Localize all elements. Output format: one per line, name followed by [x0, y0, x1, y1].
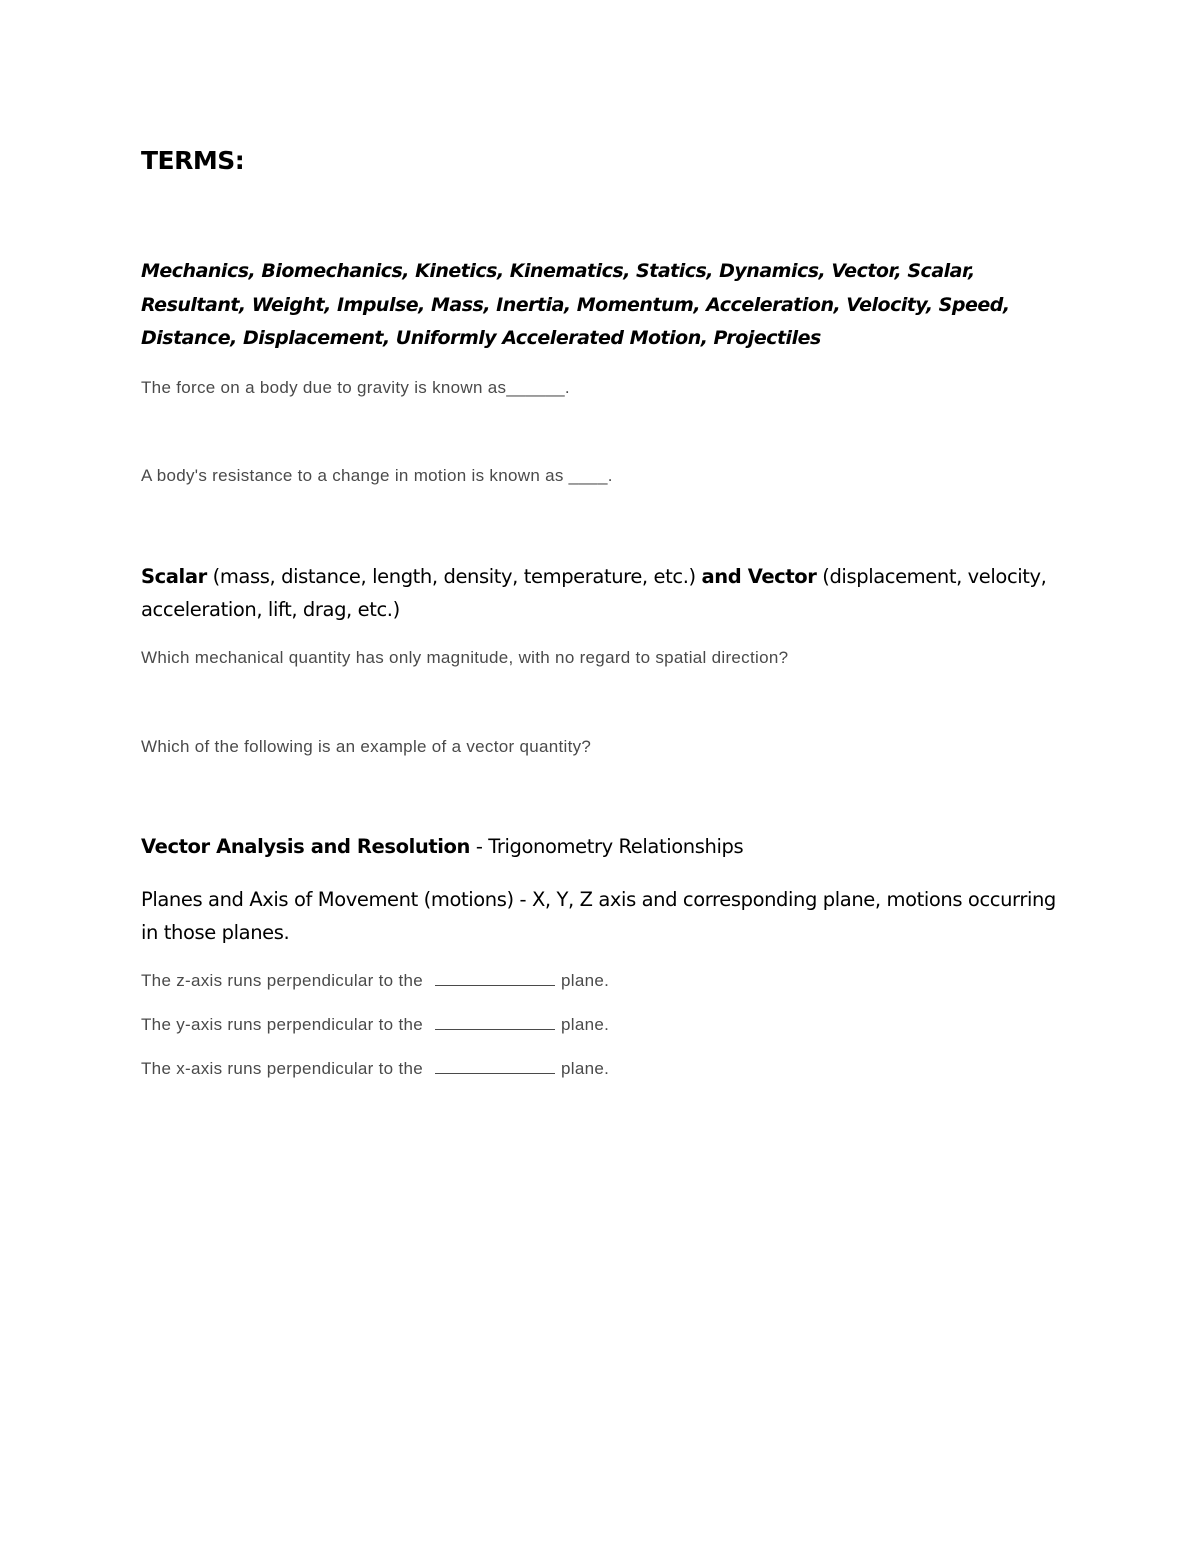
- question-y-prefix: The y-axis runs perpendicular to the: [141, 1015, 423, 1034]
- question-x-suffix: plane.: [561, 1059, 610, 1078]
- question-vector: Which of the following is an example of a vector quantity?: [141, 737, 592, 756]
- answer-blank: [435, 1072, 555, 1074]
- terms-list: Mechanics, Biomechanics, Kinetics, Kinematics, Statics, Dynamics, Vector, Scalar, Resultant, Weight, Impulse, Mass, Inertia, Momentum, Acceleration, Velocity, Speed, Distance, Displacement, Uniformly Accelerated Motion, Projectiles: [141, 260, 1010, 349]
- question-scalar: Which mechanical quantity has only magnitude, with no regard to spatial direction?: [141, 648, 789, 667]
- answer-blank: [435, 1028, 555, 1030]
- vector-examples: (displacement, velocity, acceleration, lift, drag, etc.): [141, 565, 1047, 621]
- question-y-suffix: plane.: [561, 1015, 610, 1034]
- question-z-prefix: The z-axis runs perpendicular to the: [141, 971, 423, 990]
- question-inertia: A body's resistance to a change in motion is known as ____.: [141, 466, 613, 485]
- vector-label: and Vector: [701, 565, 817, 588]
- answer-blank: [435, 984, 555, 986]
- scalar-label: Scalar: [141, 565, 207, 588]
- question-x-prefix: The x-axis runs perpendicular to the: [141, 1059, 423, 1078]
- question-x-axis: [141, 1059, 609, 1079]
- question-y-axis: [141, 1015, 609, 1035]
- scalar-examples: (mass, distance, length, density, temperature, etc.): [206, 565, 702, 588]
- vector-analysis-rest: - Trigonometry Relationships: [470, 835, 744, 858]
- planes-axis-section: Planes and Axis of Movement (motions) - X, Y, Z axis and corresponding plane, motions occurring in those planes.: [141, 888, 1056, 944]
- question-z-axis: [141, 971, 609, 991]
- vector-analysis-section: [141, 830, 1061, 863]
- question-gravity: The force on a body due to gravity is known as______.: [141, 378, 570, 397]
- scalar-vector-section: [141, 560, 1061, 626]
- question-z-suffix: plane.: [561, 971, 610, 990]
- page-heading: TERMS:: [141, 146, 245, 175]
- vector-analysis-label: Vector Analysis and Resolution: [141, 835, 471, 858]
